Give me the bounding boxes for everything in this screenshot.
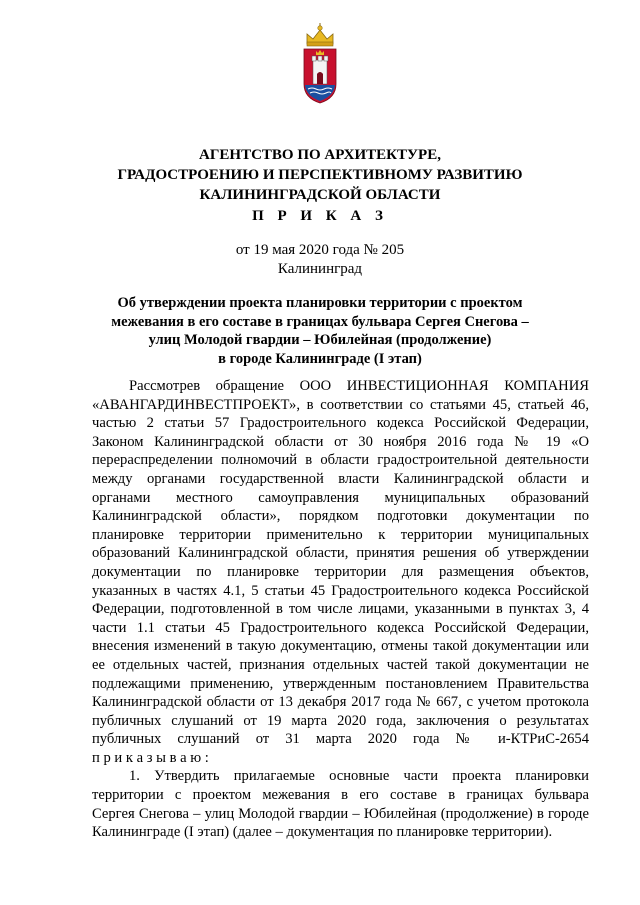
agency-name bbox=[60, 145, 580, 205]
body-line: Калининградской области», порядком подготовки документации по bbox=[92, 508, 589, 525]
body-line: Федерации, подготовленной в том числе лицами, указанными в пунктах 3, 4 bbox=[92, 601, 589, 618]
body-line: территории с проектом межевания в его составе в границах бульвара bbox=[92, 787, 589, 804]
agency-line: АГЕНТСТВО ПО АРХИТЕКТУРЕ, bbox=[199, 147, 441, 163]
body-line: перераспределении полномочий в области градостроительной деятельности bbox=[92, 452, 589, 469]
body-line: указанных в частях 4.1, 5 статьи 45 Градостроительного кодекса Российской bbox=[92, 582, 589, 599]
document-type: П Р И К А З bbox=[252, 208, 388, 224]
subject-line: межевания в его составе в границах бульвара Сергея Снегова – bbox=[111, 313, 529, 330]
kaliningrad-coat-of-arms-icon bbox=[301, 22, 339, 104]
body-line: образований Калининградской области, принятия решения об утверждении bbox=[92, 545, 589, 562]
agency-line: ГРАДОСТРОЕНИЮ И ПЕРСПЕКТИВНОМУ РАЗВИТИЮ bbox=[117, 167, 523, 183]
body-line: органами местного самоуправления муниципальных образований bbox=[92, 489, 589, 506]
body-line: публичных слушаний от 31 марта 2020 года № и-КТРиС-2654 bbox=[92, 731, 589, 748]
body-line: Калининградской области от 13 декабря 2017 года № 667, с учетом протокола bbox=[92, 694, 589, 711]
body-line: Калининграде (I этап) (далее – документация по планировке территории). bbox=[92, 824, 553, 841]
body-line: «АВАНГАРДИНВЕСТПРОЕКТ», в соответствии со статьями 45, статьей 46, bbox=[92, 396, 589, 413]
body-line-decision: п р и к а з ы в а ю : bbox=[92, 749, 209, 766]
body-line: планировке территории применительно к территории муниципальных bbox=[92, 526, 589, 543]
body-line: между органами государственной власти Калининградской области и bbox=[92, 470, 589, 487]
body-line: Законом Калининградской области от 30 ноября 2016 года № 19 «О bbox=[92, 433, 589, 450]
body-line: Рассмотрев обращение ООО ИНВЕСТИЦИОННАЯ КОМПАНИЯ bbox=[129, 378, 589, 394]
date-and-place bbox=[0, 241, 640, 279]
body-line: части 1.1 статьи 45 Градостроительного кодекса Российской Федерации, bbox=[92, 619, 589, 636]
body-line: публичных слушаний от 19 марта 2020 года, заключения о результатах bbox=[92, 712, 589, 729]
body-line: документации по планировке территории для размещения объектов, bbox=[92, 563, 589, 580]
date-number: от 19 мая 2020 года № 205 bbox=[235, 242, 405, 258]
body-line: ее отдельных частей, признания отдельных частей такой документации не bbox=[92, 656, 589, 673]
crown-icon bbox=[307, 23, 333, 46]
subject-line: улиц Молодой гвардии – Юбилейная (продолжение) bbox=[148, 332, 492, 348]
body-line: внесения изменений в такую документацию, отмены такой документации или bbox=[92, 638, 589, 655]
body-line: Сергея Снегова – улиц Молодой гвардии – Юбилейная (продолжение) в городе bbox=[92, 805, 589, 822]
city: Калининград bbox=[277, 261, 363, 277]
subject-line: Об утверждении проекта планировки территории с проектом bbox=[117, 295, 523, 311]
order-subject bbox=[60, 294, 580, 368]
subject-line: в городе Калининграде (I этап) bbox=[218, 350, 422, 367]
agency-line: КАЛИНИНГРАДСКОЙ ОБЛАСТИ bbox=[199, 187, 441, 203]
body-line: частью 2 статьи 57 Градостроительного кодекса Российской Федерации, bbox=[92, 415, 589, 432]
order-body bbox=[92, 377, 589, 842]
body-line: подлежащими применению, утвержденным постановлением Правительства bbox=[92, 675, 589, 692]
body-line: 1. Утвердить прилагаемые основные части проекта планировки bbox=[129, 768, 589, 785]
